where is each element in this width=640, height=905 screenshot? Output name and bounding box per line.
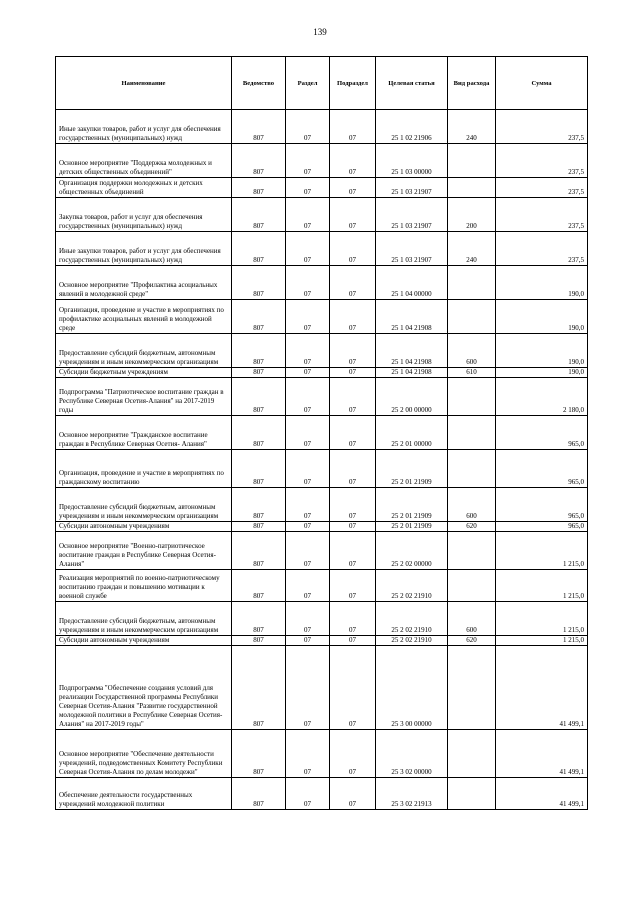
row-article: 25 3 02 21913 xyxy=(376,778,448,810)
table-row xyxy=(56,646,588,730)
row-subsection: 07 xyxy=(330,636,376,646)
table-row xyxy=(56,300,588,334)
row-sum: 1 215,0 xyxy=(496,602,588,636)
row-type: 240 xyxy=(448,232,496,266)
row-dept: 807 xyxy=(232,646,286,730)
row-type xyxy=(448,266,496,300)
row-name: Реализация мероприятий по военно-патриотическому воспитанию граждан и повышению мотивации к военной службе xyxy=(56,570,232,602)
row-section: 07 xyxy=(286,416,330,450)
row-type xyxy=(448,416,496,450)
page-number: 139 xyxy=(313,27,327,37)
row-section: 07 xyxy=(286,178,330,198)
row-article: 25 2 02 21910 xyxy=(376,602,448,636)
row-section: 07 xyxy=(286,522,330,532)
table-row xyxy=(56,636,588,646)
header-section: Раздел xyxy=(286,57,330,110)
row-subsection: 07 xyxy=(330,730,376,778)
row-name: Организация, проведение и участие в мероприятиях по гражданскому воспитанию xyxy=(56,450,232,488)
row-sum: 190,0 xyxy=(496,368,588,378)
row-article: 25 2 00 00000 xyxy=(376,378,448,416)
row-section: 07 xyxy=(286,232,330,266)
row-section: 07 xyxy=(286,602,330,636)
table-row xyxy=(56,488,588,522)
row-subsection: 07 xyxy=(330,522,376,532)
row-subsection: 07 xyxy=(330,378,376,416)
row-section: 07 xyxy=(286,110,330,144)
row-article: 25 1 02 21906 xyxy=(376,110,448,144)
row-article: 25 1 04 21908 xyxy=(376,334,448,368)
row-name: Основное мероприятие "Поддержка молодежных и детских общественных объединений" xyxy=(56,144,232,178)
row-section: 07 xyxy=(286,368,330,378)
row-name: Предоставление субсидий бюджетным, автономным учреждениям и иным некоммерческим организациям xyxy=(56,488,232,522)
row-dept: 807 xyxy=(232,532,286,570)
row-article: 25 1 03 00000 xyxy=(376,144,448,178)
row-section: 07 xyxy=(286,144,330,178)
header-article: Целевая статья xyxy=(376,57,448,110)
row-dept: 807 xyxy=(232,334,286,368)
row-section: 07 xyxy=(286,532,330,570)
row-subsection: 07 xyxy=(330,300,376,334)
table-header xyxy=(56,57,588,110)
row-type xyxy=(448,178,496,198)
table-row xyxy=(56,602,588,636)
row-name: Субсидии автономным учреждениям xyxy=(56,522,232,532)
table-row xyxy=(56,450,588,488)
row-section: 07 xyxy=(286,300,330,334)
row-type: 600 xyxy=(448,602,496,636)
row-type xyxy=(448,778,496,810)
table-row xyxy=(56,334,588,368)
table-row xyxy=(56,178,588,198)
row-sum: 237,5 xyxy=(496,144,588,178)
row-sum: 237,5 xyxy=(496,232,588,266)
row-sum: 190,0 xyxy=(496,266,588,300)
table-row xyxy=(56,522,588,532)
header-subsection: Подраздел xyxy=(330,57,376,110)
row-type xyxy=(448,378,496,416)
table-row xyxy=(56,416,588,450)
header-type: Вид расхода xyxy=(448,57,496,110)
row-section: 07 xyxy=(286,378,330,416)
row-subsection: 07 xyxy=(330,570,376,602)
row-name: Субсидии бюджетным учреждениям xyxy=(56,368,232,378)
row-article: 25 2 01 00000 xyxy=(376,416,448,450)
row-name: Организация поддержки молодежных и детских общественных объединений xyxy=(56,178,232,198)
table-row xyxy=(56,570,588,602)
table-row xyxy=(56,110,588,144)
row-sum: 41 499,1 xyxy=(496,730,588,778)
row-dept: 807 xyxy=(232,266,286,300)
row-article: 25 2 01 21909 xyxy=(376,488,448,522)
row-subsection: 07 xyxy=(330,368,376,378)
row-article: 25 2 01 21909 xyxy=(376,522,448,532)
row-sum: 1 215,0 xyxy=(496,532,588,570)
header-name: Наименование xyxy=(56,57,232,110)
row-subsection: 07 xyxy=(330,266,376,300)
row-type xyxy=(448,450,496,488)
row-sum: 965,0 xyxy=(496,522,588,532)
table-row xyxy=(56,368,588,378)
row-dept: 807 xyxy=(232,368,286,378)
budget-table xyxy=(55,56,588,810)
row-sum: 1 215,0 xyxy=(496,636,588,646)
row-type xyxy=(448,646,496,730)
row-dept: 807 xyxy=(232,110,286,144)
table-row xyxy=(56,198,588,232)
row-subsection: 07 xyxy=(330,646,376,730)
row-sum: 965,0 xyxy=(496,488,588,522)
row-sum: 190,0 xyxy=(496,334,588,368)
row-name: Субсидии автономным учреждениям xyxy=(56,636,232,646)
row-article: 25 1 04 21908 xyxy=(376,300,448,334)
row-sum: 2 180,0 xyxy=(496,378,588,416)
row-subsection: 07 xyxy=(330,334,376,368)
row-type: 600 xyxy=(448,488,496,522)
row-name: Подпрограмма "Патриотическое воспитание граждан в Республике Северная Осетия-Алания" на 2017-2019 годы xyxy=(56,378,232,416)
row-section: 07 xyxy=(286,570,330,602)
table-row xyxy=(56,144,588,178)
row-article: 25 3 02 00000 xyxy=(376,730,448,778)
row-name: Основное мероприятие "Профилактика асоциальных явлений в молодежной среде" xyxy=(56,266,232,300)
header-sum: Сумма xyxy=(496,57,588,110)
row-type: 600 xyxy=(448,334,496,368)
row-section: 07 xyxy=(286,778,330,810)
row-type xyxy=(448,570,496,602)
row-section: 07 xyxy=(286,488,330,522)
row-type xyxy=(448,300,496,334)
row-type: 610 xyxy=(448,368,496,378)
row-article: 25 2 02 21910 xyxy=(376,570,448,602)
row-sum: 41 499,1 xyxy=(496,778,588,810)
table-row xyxy=(56,232,588,266)
row-sum: 237,5 xyxy=(496,178,588,198)
table-row xyxy=(56,778,588,810)
row-dept: 807 xyxy=(232,450,286,488)
row-dept: 807 xyxy=(232,778,286,810)
row-section: 07 xyxy=(286,198,330,232)
row-dept: 807 xyxy=(232,636,286,646)
row-article: 25 1 04 21908 xyxy=(376,368,448,378)
row-name: Предоставление субсидий бюджетным, автономным учреждениям и иным некоммерческим организациям xyxy=(56,602,232,636)
row-dept: 807 xyxy=(232,416,286,450)
row-name: Подпрограмма "Обеспечение создания условий для реализации Государственной программы Республики Северная Осетия-Алания "Развитие государственной молодежной политики в Республике Северная Осетия-Алания" на 2017-2019 годы" xyxy=(56,646,232,730)
row-article: 25 2 01 21909 xyxy=(376,450,448,488)
table-row xyxy=(56,378,588,416)
table-body xyxy=(56,110,588,810)
row-section: 07 xyxy=(286,450,330,488)
row-dept: 807 xyxy=(232,300,286,334)
row-subsection: 07 xyxy=(330,778,376,810)
row-name: Иные закупки товаров, работ и услуг для обеспечения государственных (муниципальных) нужд xyxy=(56,110,232,144)
row-section: 07 xyxy=(286,636,330,646)
row-subsection: 07 xyxy=(330,602,376,636)
row-type: 240 xyxy=(448,110,496,144)
row-article: 25 2 02 21910 xyxy=(376,636,448,646)
row-section: 07 xyxy=(286,334,330,368)
row-type: 620 xyxy=(448,522,496,532)
row-subsection: 07 xyxy=(330,178,376,198)
row-type xyxy=(448,532,496,570)
row-type: 200 xyxy=(448,198,496,232)
header-row xyxy=(56,57,588,110)
row-subsection: 07 xyxy=(330,198,376,232)
row-type xyxy=(448,144,496,178)
row-article: 25 3 00 00000 xyxy=(376,646,448,730)
row-dept: 807 xyxy=(232,522,286,532)
row-sum: 965,0 xyxy=(496,450,588,488)
row-article: 25 1 03 21907 xyxy=(376,198,448,232)
row-type xyxy=(448,730,496,778)
row-name: Закупка товаров, работ и услуг для обеспечения государственных (муниципальных) нужд xyxy=(56,198,232,232)
row-dept: 807 xyxy=(232,198,286,232)
header-dept: Ведомство xyxy=(232,57,286,110)
row-name: Основное мероприятие "Военно-патриотическое воспитание граждан в Республике Северная Осетия- Алания" xyxy=(56,532,232,570)
row-sum: 237,5 xyxy=(496,110,588,144)
row-dept: 807 xyxy=(232,378,286,416)
row-sum: 190,0 xyxy=(496,300,588,334)
row-subsection: 07 xyxy=(330,110,376,144)
row-name: Основное мероприятие "Обеспечение деятельности учреждений, подведомственных Комитету Республики Северная Осетия-Алания по делам молодежи" xyxy=(56,730,232,778)
row-subsection: 07 xyxy=(330,450,376,488)
row-subsection: 07 xyxy=(330,144,376,178)
table-row xyxy=(56,730,588,778)
row-name: Основное мероприятие "Гражданское воспитание граждан в Республике Северная Осетия- Алания" xyxy=(56,416,232,450)
row-article: 25 1 03 21907 xyxy=(376,232,448,266)
row-article: 25 1 04 00000 xyxy=(376,266,448,300)
row-dept: 807 xyxy=(232,488,286,522)
row-dept: 807 xyxy=(232,232,286,266)
row-name: Предоставление субсидий бюджетным, автономным учреждениям и иным некоммерческим организациям xyxy=(56,334,232,368)
row-sum: 1 215,0 xyxy=(496,570,588,602)
row-section: 07 xyxy=(286,646,330,730)
row-dept: 807 xyxy=(232,178,286,198)
row-name: Обеспечение деятельности государственных учреждений молодежной политики xyxy=(56,778,232,810)
row-subsection: 07 xyxy=(330,232,376,266)
row-sum: 965,0 xyxy=(496,416,588,450)
row-subsection: 07 xyxy=(330,532,376,570)
row-subsection: 07 xyxy=(330,488,376,522)
row-sum: 41 499,1 xyxy=(496,646,588,730)
row-section: 07 xyxy=(286,266,330,300)
row-dept: 807 xyxy=(232,730,286,778)
row-sum: 237,5 xyxy=(496,198,588,232)
row-name: Иные закупки товаров, работ и услуг для обеспечения государственных (муниципальных) нужд xyxy=(56,232,232,266)
table-row xyxy=(56,266,588,300)
row-dept: 807 xyxy=(232,570,286,602)
row-dept: 807 xyxy=(232,602,286,636)
row-type: 620 xyxy=(448,636,496,646)
row-subsection: 07 xyxy=(330,416,376,450)
row-article: 25 1 03 21907 xyxy=(376,178,448,198)
row-name: Организация, проведение и участие в мероприятиях по профилактике асоциальных явлений в молодежной среде xyxy=(56,300,232,334)
row-section: 07 xyxy=(286,730,330,778)
row-dept: 807 xyxy=(232,144,286,178)
row-article: 25 2 02 00000 xyxy=(376,532,448,570)
table-row xyxy=(56,532,588,570)
